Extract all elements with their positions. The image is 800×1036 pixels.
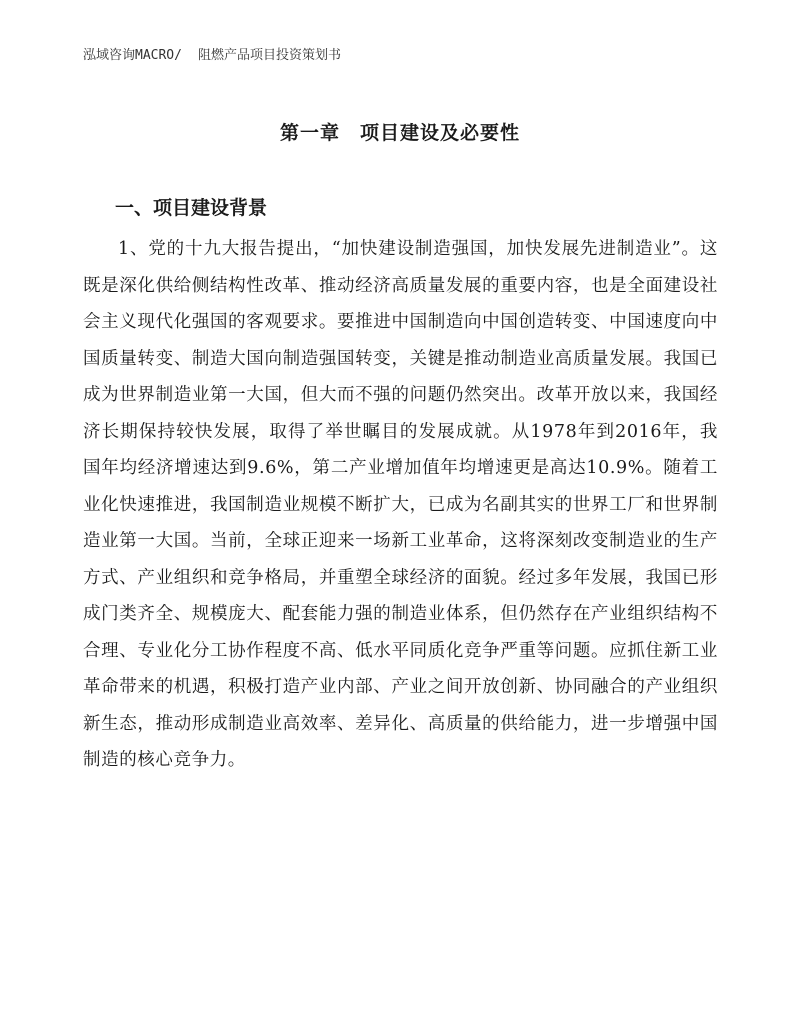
chapter-title: 第一章 项目建设及必要性: [279, 122, 520, 144]
page-header: [83, 47, 341, 65]
body-paragraph: 1、党的十九大报告提出，“加快建设制造强国，加快发展先进制造业”。这既是深化供给侧结构性改革、推动经济高质量发展的重要内容，也是全面建设社会主义现代化强国的客观要求。要推进中国制造向中国创造转变、中国速度向中国质量转变、制造大国向制造强国转变，关键是推动制造业高质量发展。我国已成为世界制造业第一大国，但大而不强的问题仍然突出。改革开放以来，我国经济长期保持较快发展，取得了举世瞩目的发展成就。从1978年到2016年，我国年均经济增速达到9.6%，第二产业增加值年均增速更是高达10.9%。随着工业化快速推进，我国制造业规模不断扩大，已成为名副其实的世界工厂和世界制造业第一大国。当前，全球正迎来一场新工业革命，这将深刻改变制造业的生产方式、产业组织和竞争格局，并重塑全球经济的面貌。经过多年发展，我国已形成门类齐全、规模庞大、配套能力强的制造业体系，但仍然存在产业组织结构不合理、专业化分工协作程度不高、低水平同质化竞争严重等问题。应抓住新工业革命带来的机遇，积极打造产业内部、产业之间开放创新、协同融合的产业组织新生态，推动形成制造业高效率、差异化、高质量的供给能力，进一步增强中国制造的核心竞争力。: [83, 239, 718, 770]
header-source: 泓域咨询MACRO/: [83, 48, 182, 63]
section-title: 一、项目建设背景: [115, 197, 268, 219]
header-doc-title: 阻燃产品项目投资策划书: [197, 48, 341, 63]
